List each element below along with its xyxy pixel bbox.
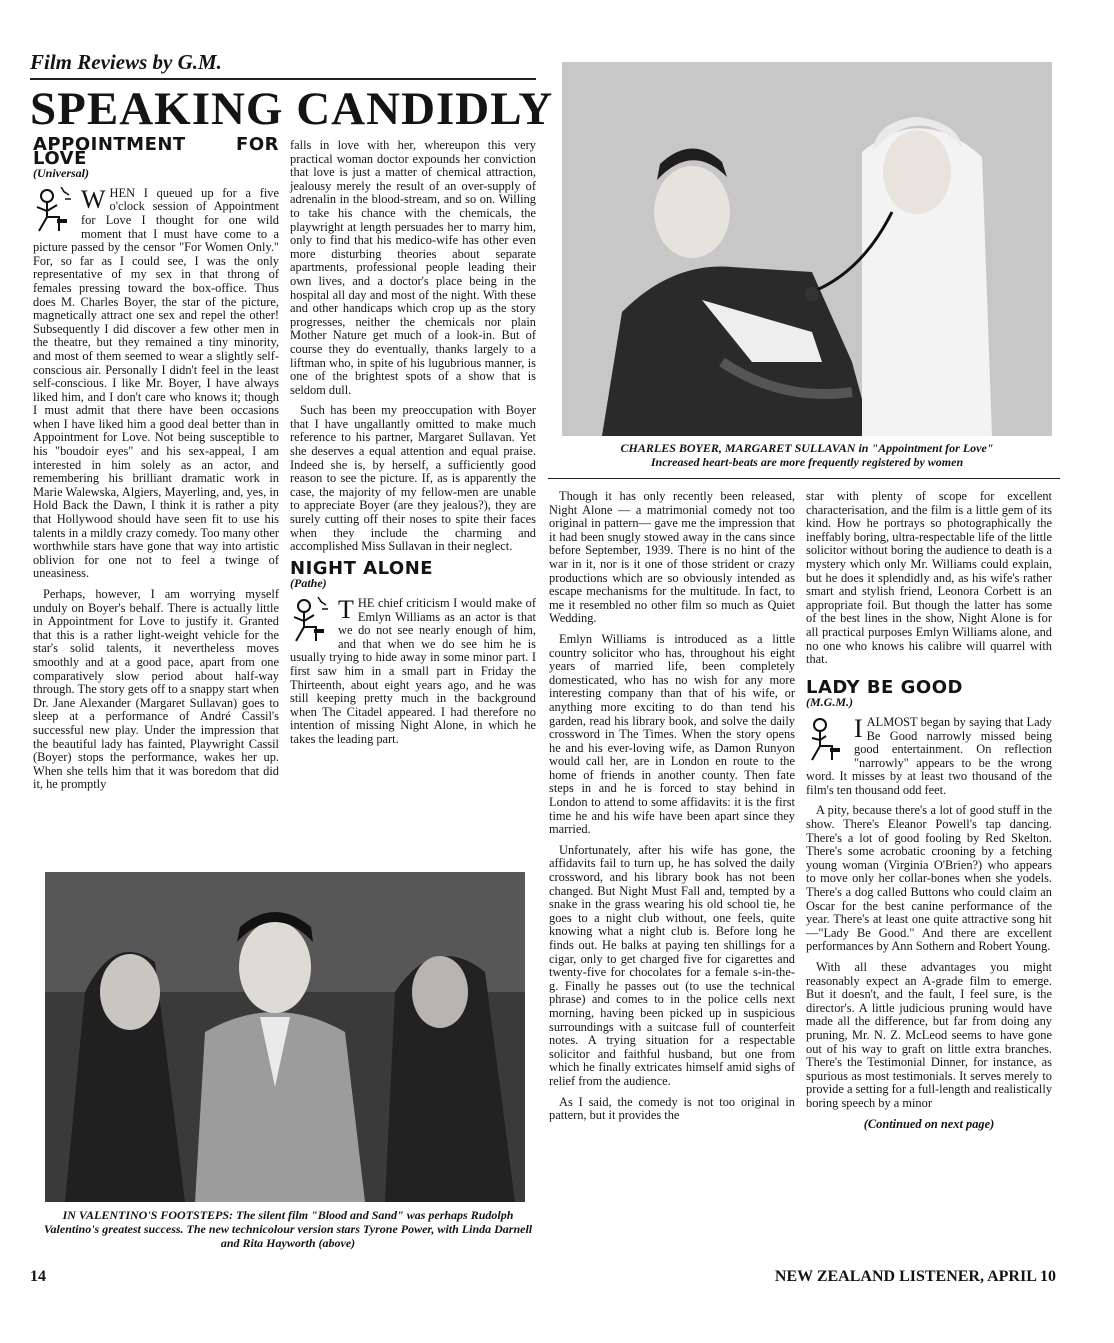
- review-night-alone-p2: Though it has only recently been released, Night Alone — a matrimonial comedy not too original in pattern— gave me the impression that it had been snugly stowed away in the cans since before September, 1939. There is no hint of the war in it, nor is it one of those strident or crazy productions which are so obviously intended as escape mechanisms for the multitude. In fact, to me it resembled no other film so much as Quiet Wedding.: [549, 489, 795, 626]
- review-title-lady-be-good: LADY BE GOOD: [806, 676, 963, 698]
- review-night-alone-p3: Emlyn Williams is introduced as a little country solicitor who has, throughout his eight years of married life, been completely domesticated, who has no wish for any more interesting company than that of his wife, or anything more exciting to do than tend his garden, read his library book, and solve the daily crossword in The Times. When the story opens he and his ever-loving wife, as Damon Runyon would call her, are in London en route to the home of friends in another county. Then fate steps in and he is forced to stay behind in London to attend to some affidavits: it is the first time he and his wife have been apart since they married.: [549, 631, 795, 837]
- column-1: [33, 134, 279, 799]
- kicker-rule: [30, 78, 536, 80]
- review-title-appointment: APPOINTMENT FOR LOVE: [33, 134, 279, 169]
- caption-line-2: Increased heart-beats are more frequently registered by women: [650, 455, 964, 469]
- review-appointment-p3: falls in love with her, whereupon this very practical woman doctor expounds her conviction that love is just a matter of chemical attraction, jealousy merely the result of an over-supply of adrenalin in the blood-stream, and so on. Willing to take his chance with the chemicals, the playwright at length persuades her to marry him, only to find that his medico-wife has other even more disturbing theories about separate apartments, professional people leading their own lives, and a doctor's place being in the hospital all day and most of the night. With these and other handicaps which crop up as the story progresses, neither the chemicals nor plain Mother Nature get much of a look-in. But of course they do eventually, thanks largely to a liftman who, in spite of his lugubrious manner, is one of the brightest spots of a show that is seldom dull.: [290, 138, 536, 397]
- photo-boyer-sullavan: [562, 62, 1052, 436]
- drop-cap: T: [338, 595, 354, 624]
- photo-boyer-sullavan-caption: [552, 441, 1062, 469]
- critic-mascot-icon: [290, 597, 332, 647]
- photo-blood-and-sand-image: [45, 872, 525, 1202]
- critic-mascot-icon: [806, 716, 848, 766]
- continued-notice: (Continued on next page): [863, 1116, 995, 1131]
- critic-mascot-icon: [33, 187, 75, 237]
- review-night-alone-p5: As I said, the comedy is not too original in pattern, but it provides the: [549, 1094, 795, 1123]
- review-appointment-p1: WHEN I queued up for a five o'clock session of Appointment for Love I thought for one wild moment that I must have come to a picture passed by the censor "For Women Only." For, so far as I could see, I was the only representative of my sex in that throng of females pressing toward the box-office. Thus does M. Charles Boyer, the star of the picture, magnetically attract one sex and repel the other! Subsequently I did discover a few other men in the theatre, but they remained a tiny minority, and most of them seemed to wear a slightly self-conscious air. Personally I didn't feel in the least self-conscious. I like Mr. Boyer, I have always liked him, and I don't care who knows it; though I must admit that there have been occasions when I have liked him a good deal better than in Appointment for Love. Not being susceptible to his "boudoir eyes" and his sex-appeal, I am interested in him solely as an actor, and remembering his brilliant dramatic work in Marie Walewska, Algiers, Mayerling, and, yes, in Hold Back the Dawn, I think it is rather a pity that Hollywood should have seen fit to use his talents in a mildly crazy comedy. Too many other worthwhile stars have gone that way into artistic oblivion for one not to feel a twinge of uneasiness.: [33, 184, 279, 581]
- caption-rule: [548, 478, 1060, 479]
- page-title: SPEAKING CANDIDLY: [30, 83, 554, 135]
- review-lady-be-good-p3: With all these advantages you might reasonably expect an A-grade film to emerge. But it doesn't, and the fault, I feel sure, is the director's. A little judicious pruning would have made all the difference, but far from doing any pruning, Mr. N. Z. McLeod seems to have gone out of his way to graft on little extra branches. There's the Testimonial Dinner, for instance, as spurious as most testimonials. It serves merely to provide a setting for a full-length and realistically boring speech by a minor: [806, 960, 1053, 1110]
- review-appointment-p4: Such has been my preoccupation with Boyer that I have ungallantly omitted to make much reference to his partner, Margaret Sullavan. Yet she deserves a equal attention and equal praise. Indeed she is, by herself, a sufficiently good reason to see the picture. If, as is apparently the case, the majority of my fellow-men are unable to appreciate Boyer (are they jealous?), they are surely cutting off their noses to spite their faces when they include the charming and accomplished Miss Sullavan in their neglect.: [290, 403, 536, 554]
- caption-line-1: CHARLES BOYER, MARGARET SULLAVAN in "Appointment for Love": [620, 441, 994, 455]
- review-studio-appointment: (Universal): [33, 166, 89, 181]
- review-studio-night-alone: (Pathe): [290, 576, 327, 591]
- drop-cap: I: [854, 713, 863, 743]
- review-studio-lady-be-good: (M.G.M.): [806, 695, 853, 710]
- photo-blood-and-sand-caption: IN VALENTINO'S FOOTSTEPS: The silent film "Blood and Sand" was perhaps Rudolph Valentino's greatest success. The new technicolour version stars Tyrone Power, with Linda Darnell and Rita Hayworth (above): [43, 1208, 533, 1250]
- review-appointment-p2: Perhaps, however, I am worrying myself unduly on Boyer's behalf. There is actually little in Appointment for Love to justify it. Granted that this is a rather light-weight vehicle for the star's solid talents, it nevertheless moves smoothly and at a good pace, apart from one comparatively slow period about half-way through. The story gets off to a snappy start when Dr. Jane Alexander (Margaret Sullavan) goes to sleep at a performance of André Cassil's successful new play. Under the impression that the beautiful lady has fainted, Playwright Cassil (Boyer) stops the performance, wakes her up. When she tells him that it was boredom that did it, he promptly: [33, 587, 279, 792]
- review-night-alone-p4: Unfortunately, after his wife has gone, the affidavits fail to turn up, he has solved the daily crossword, and his library book has not been changed. But Night Must Fall and, tempted by a snake in the grass wearing his old school tie, he goes to a night club without, one feels, quite knowing what a night club is. Before long he finds out. He balks at paying ten shillings for a cigar, only to get charged five for cigarettes and twenty-five for chocolates for a female s-in-the-g. Finally he passes out (to use the technical phrase) and comes to in the police cells next morning, having been picked up in suspicious surroundings with a suitcase full of counterfeit notes. A trying situation for a respectable solicitor and faithful husband, but one from which he finally extricates himself amid sighs of relief from the audience.: [549, 842, 795, 1088]
- publication-footer: NEW ZEALAND LISTENER, APRIL 10: [774, 1268, 1056, 1285]
- review-night-alone-p1: THE chief criticism I would make of Emlyn Williams as an actor is that we do not see nearly enough of him, and that when we do see him he is usually trying to hide away in some minor part. I first saw him in a small part in Friday the Thirteenth, about eight years ago, and he was still keeping pretty much in the background when The Citadel appeared. I had therefore no intention of missing Night Alone, in which he takes the leading part.: [290, 595, 536, 746]
- column-3: [549, 490, 795, 1130]
- review-night-alone-p6: star with plenty of scope for excellent characterisation, and the film is a little gem of its kind. How he portrays so photographically the ineffably boring, ultra-respectable life of the little solicitor without boring the audience to death is a mystery which only Mr. Williams could explain, but he does it splendidly and, as his wife's rather smart and stylish friend, Leonora Corbett is an appropriate foil. But though the latter has some of the best lines in the show, Night Alone is for all practical purposes Emlyn Williams alone, and no one who knows his calibre will quarrel with that.: [806, 489, 1052, 667]
- drop-cap: W: [81, 184, 106, 214]
- column-4: [806, 490, 1052, 1131]
- photo-boyer-sullavan-image: [562, 62, 1052, 436]
- photo-blood-and-sand: [45, 872, 525, 1202]
- column-2: [290, 139, 536, 754]
- review-title-night-alone: NIGHT ALONE: [290, 557, 434, 579]
- review-lady-be-good-p2: A pity, because there's a lot of good stuff in the show. There's Eleanor Powell's tap dancing. There's a lot of good fooling by Red Skelton. There's some acrobatic crooning by a fetching young woman (Virginia O'Brien?) who appears to move only her collar-bones when she yodels. There's a dog called Buttons who could claim an Oscar for the best canine performance of the year. There's at least one quite attractive song hit—"Lady Be Good." And there are excellent performances by Ann Sothern and Robert Young.: [806, 803, 1052, 954]
- kicker: Film Reviews by G.M.: [30, 50, 222, 74]
- review-lady-be-good-p1: IALMOST began by saying that Lady Be Good narrowly missed being good entertainment. On reflection "narrowly" appears to be the wrong word. It misses by at least two thousand of the film's ten thousand odd feet.: [806, 713, 1052, 797]
- page-number: 14: [30, 1268, 46, 1285]
